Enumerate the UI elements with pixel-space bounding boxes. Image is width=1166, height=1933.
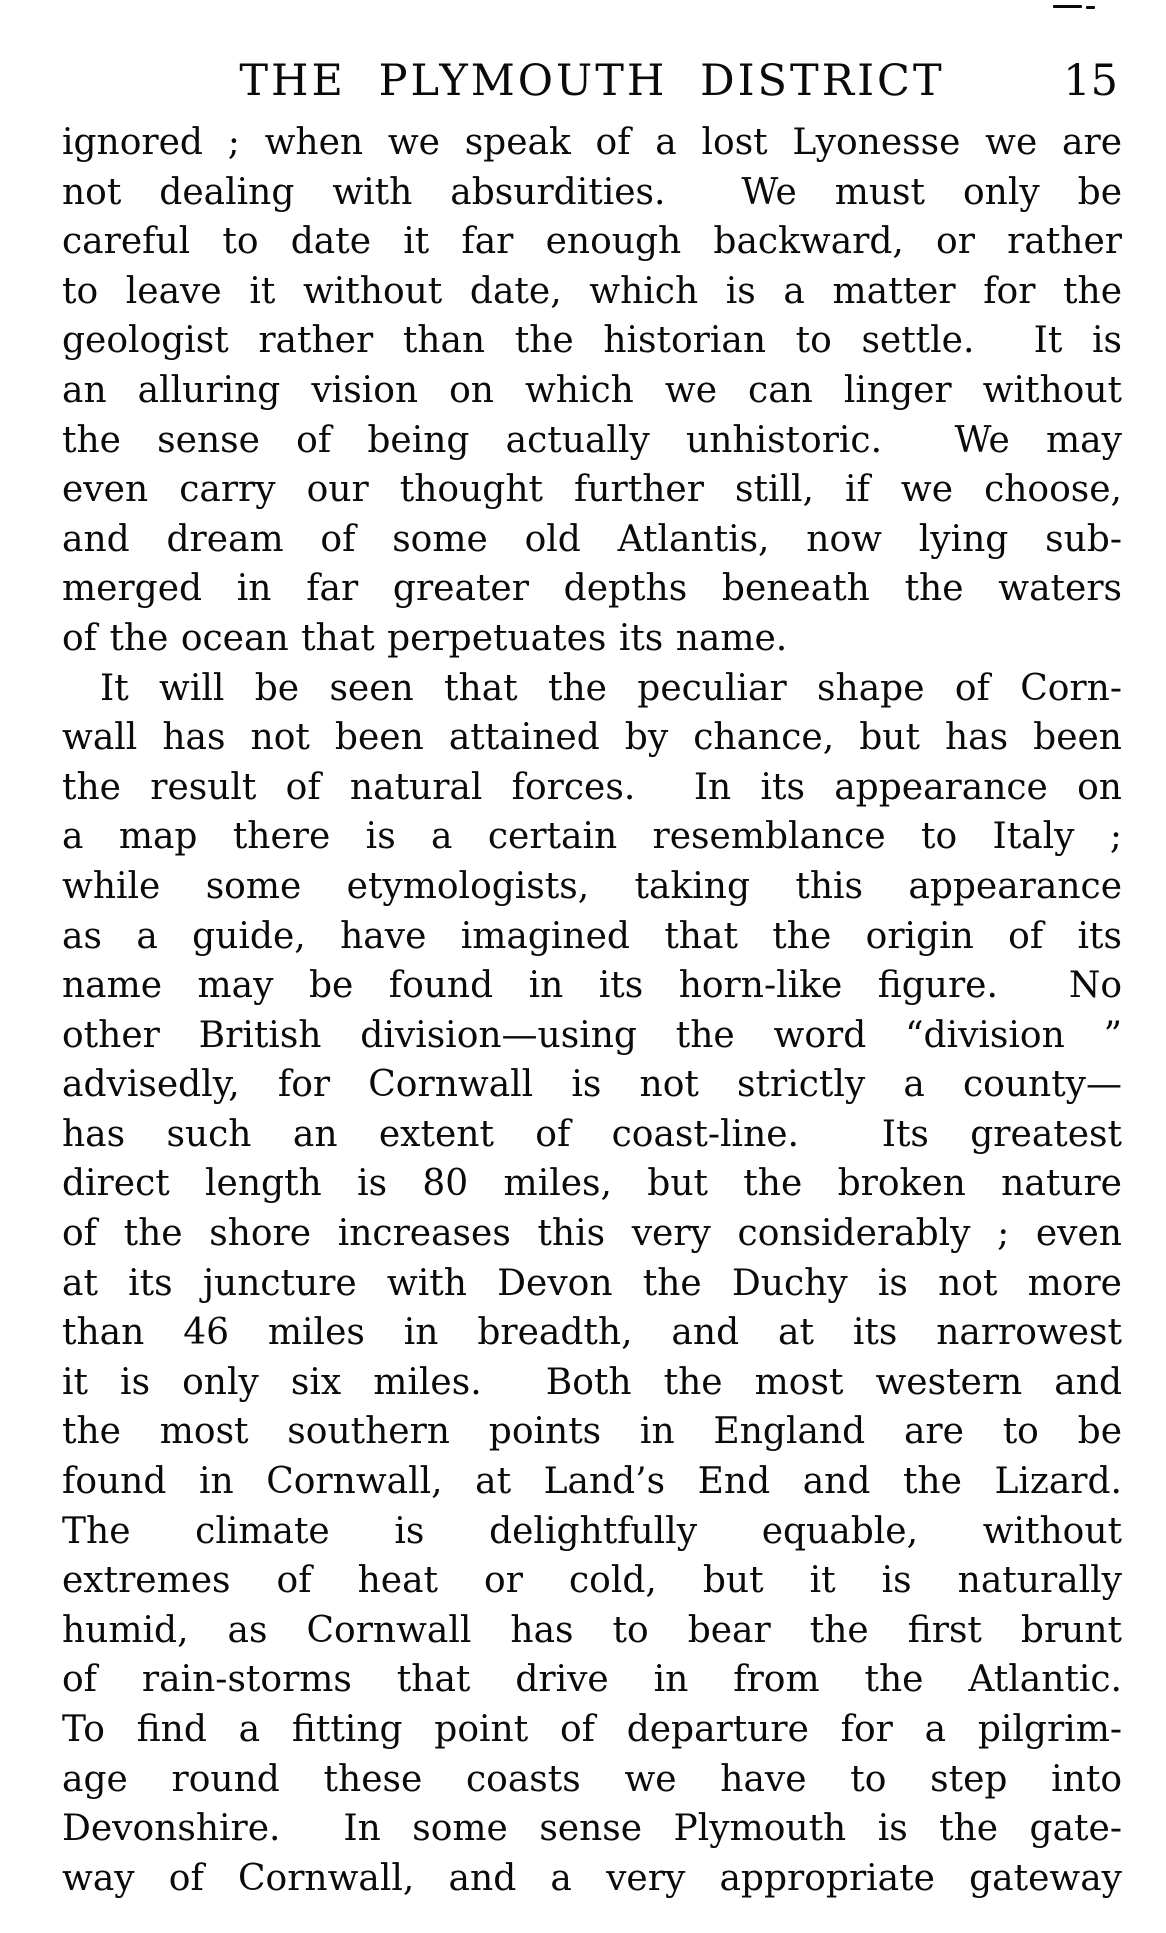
text-line: name may be found in its horn-like figure. No <box>62 965 1122 1007</box>
text-line: even carry our thought further still, if we choose, <box>62 469 1122 511</box>
text-line: merged in far greater depths beneath the waters <box>62 568 1122 610</box>
text-line: has such an extent of coast-line. Its greatest <box>62 1113 1122 1155</box>
scan-artifact-dash-small <box>1086 6 1095 9</box>
text-line: and dream of some old Atlantis, now lying sub- <box>62 518 1122 560</box>
text-line: It will be seen that the peculiar shape of Corn- <box>100 667 1122 709</box>
text-line: than 46 miles in breadth, and at its narrowest <box>62 1312 1122 1354</box>
text-line: careful to date it far enough backward, or rather <box>62 221 1122 263</box>
text-line: Devonshire. In some sense Plymouth is the gate- <box>62 1808 1122 1850</box>
text-line: while some etymologists, taking this appearance <box>62 865 1122 907</box>
text-line: direct length is 80 miles, but the broken nature <box>62 1163 1122 1205</box>
text-line: The climate is delightfully equable, without <box>62 1510 1122 1552</box>
text-line: of the ocean that perpetuates its name. <box>62 617 788 659</box>
text-line: humid, as Cornwall has to bear the first brunt <box>62 1609 1122 1651</box>
text-line: a map there is a certain resemblance to Italy ; <box>62 816 1122 858</box>
text-line: ignored ; when we speak of a lost Lyonesse we are <box>62 122 1122 163</box>
text-line: as a guide, have imagined that the origin of its <box>62 915 1122 957</box>
scan-artifact-dash <box>1053 5 1082 8</box>
text-line: an alluring vision on which we can linger without <box>62 369 1122 411</box>
text-line: found in Cornwall, at Land’s End and the Lizard. <box>62 1461 1122 1503</box>
text-line: to leave it without date, which is a matter for the <box>62 270 1122 312</box>
text-line: of rain-storms that drive in from the Atlantic. <box>62 1659 1122 1701</box>
text-line: wall has not been attained by chance, but has been <box>62 717 1122 759</box>
text-line: not dealing with absurdities. We must only be <box>62 171 1122 213</box>
text-line: advisedly, for Cornwall is not strictly a county— <box>62 1064 1122 1106</box>
text-line: at its juncture with Devon the Duchy is not more <box>62 1262 1122 1304</box>
text-line: To find a fitting point of departure for a pilgrim- <box>62 1709 1122 1750</box>
page-number: 15 <box>1063 56 1118 106</box>
running-header <box>62 58 1122 104</box>
text-line: other British division—using the word “division ” <box>62 1014 1122 1056</box>
text-line: extremes of heat or cold, but it is naturally <box>62 1560 1122 1602</box>
text-line: the result of natural forces. In its appearance on <box>62 766 1122 808</box>
text-line: age round these coasts we have to step into <box>62 1758 1122 1800</box>
text-line: the sense of being actually unhistoric. We may <box>62 419 1122 461</box>
text-line: it is only six miles. Both the most western and <box>62 1361 1122 1403</box>
page-body <box>62 118 1122 1903</box>
text-line: the most southern points in England are to be <box>62 1411 1122 1453</box>
page-title: THE PLYMOUTH DISTRICT <box>239 56 945 106</box>
text-line: geologist rather than the historian to settle. It is <box>62 320 1122 362</box>
text-line: of the shore increases this very considerably ; even <box>62 1213 1122 1255</box>
text-line: way of Cornwall, and a very appropriate gateway <box>62 1857 1122 1899</box>
